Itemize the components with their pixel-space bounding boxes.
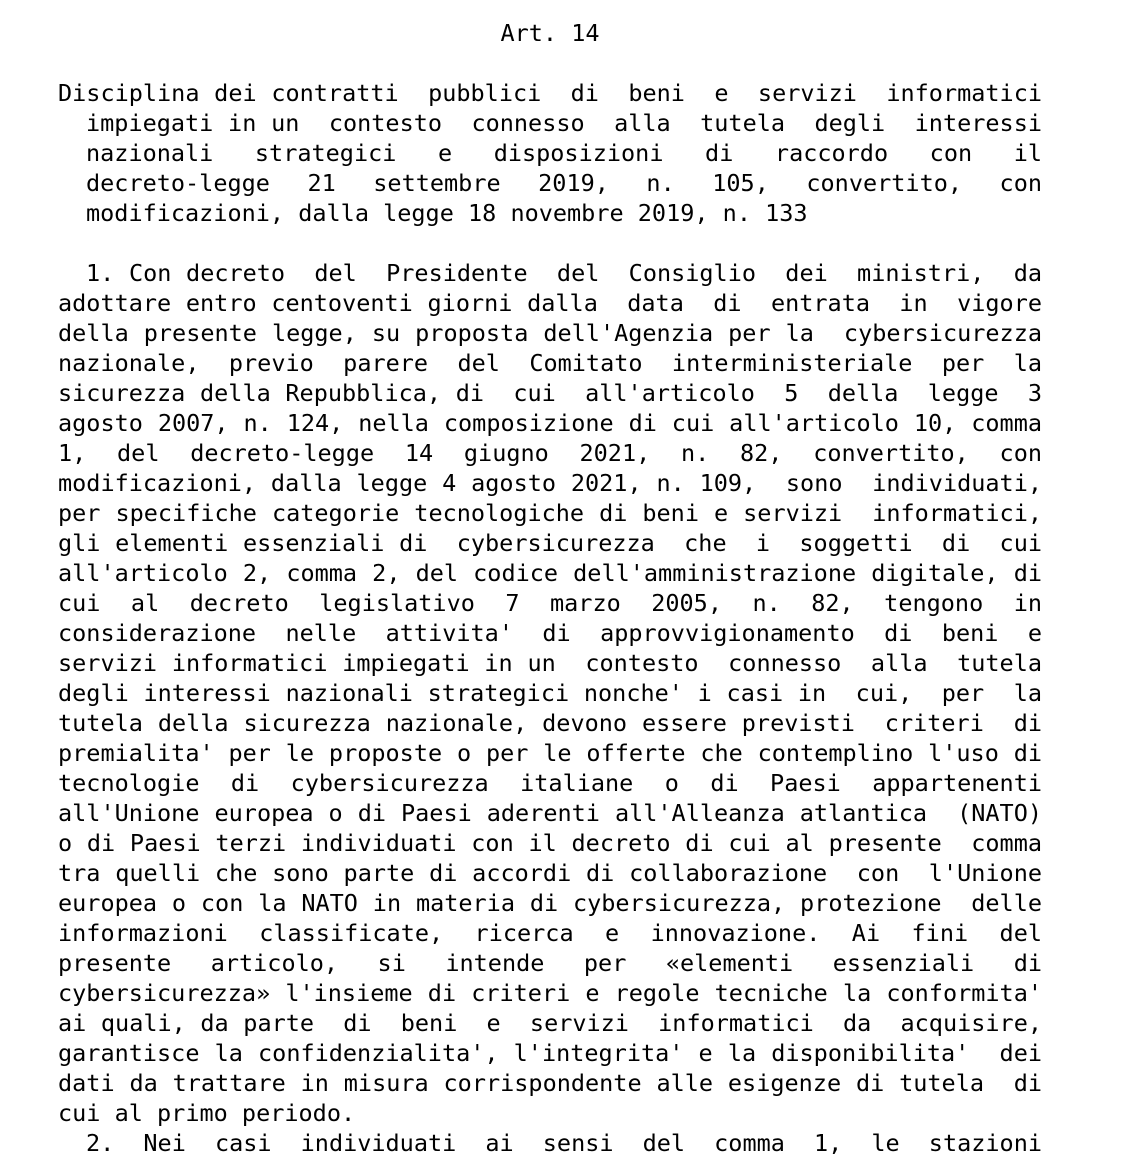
paragraph-line: all'Unione europea o di Paesi aderenti all'Alleanza atlantica (NATO) [58, 799, 1042, 827]
paragraph-line: considerazione nelle attivita' di approvvigionamento di beni e [58, 619, 1042, 647]
article-heading: Art. 14 [500, 19, 600, 47]
paragraph-1 [58, 258, 1042, 1128]
title-line: nazionali strategici e disposizioni di raccordo con il [86, 139, 1042, 167]
paragraph-line: presente articolo, si intende per «elementi essenziali di [58, 949, 1042, 977]
paragraph-line: tra quelli che sono parte di accordi di collaborazione con l'Unione [58, 859, 1042, 887]
paragraph-line: della presente legge, su proposta dell'Agenzia per la cybersicurezza [58, 319, 1042, 347]
paragraph-line: servizi informatici impiegati in un contesto connesso alla tutela [58, 649, 1042, 677]
title-line: decreto-legge 21 settembre 2019, n. 105, convertito, con [86, 169, 1042, 197]
paragraph-line: informazioni classificate, ricerca e innovazione. Ai fini del [58, 919, 1042, 947]
paragraph-line: tutela della sicurezza nazionale, devono essere previsti criteri di [58, 709, 1042, 737]
paragraph-line: tecnologie di cybersicurezza italiane o di Paesi appartenenti [58, 769, 1042, 797]
paragraph-line: dati da trattare in misura corrispondente alle esigenze di tutela di [58, 1069, 1042, 1097]
paragraph-line: europea o con la NATO in materia di cybersicurezza, protezione delle [58, 889, 1042, 917]
paragraph-line: ai quali, da parte di beni e servizi informatici da acquisire, [58, 1009, 1042, 1037]
paragraph-line: o di Paesi terzi individuati con il decreto di cui al presente comma [58, 829, 1042, 857]
paragraph-line: cui al decreto legislativo 7 marzo 2005, n. 82, tengono in [58, 589, 1042, 617]
paragraph-line: nazionale, previo parere del Comitato interministeriale per la [58, 349, 1042, 377]
paragraph-line: gli elementi essenziali di cybersicurezza che i soggetti di cui [58, 529, 1042, 557]
paragraph-line: modificazioni, dalla legge 4 agosto 2021, n. 109, sono individuati, [58, 469, 1042, 497]
paragraph-line: cybersicurezza» l'insieme di criteri e regole tecniche la conformita' [58, 979, 1042, 1007]
paragraph-line: 1. Con decreto del Presidente del Consiglio dei ministri, da [86, 259, 1042, 287]
paragraph-line: all'articolo 2, comma 2, del codice dell'amministrazione digitale, di [58, 559, 1042, 587]
paragraph-line: adottare entro centoventi giorni dalla data di entrata in vigore [58, 289, 1042, 317]
title-line: Disciplina dei contratti pubblici di beni e servizi informatici [58, 79, 1042, 107]
paragraph-line: cui al primo periodo. [58, 1099, 356, 1127]
paragraph-line: 1, del decreto-legge 14 giugno 2021, n. 82, convertito, con [58, 439, 1042, 467]
document-page [58, 18, 1042, 1158]
paragraph-line: premialita' per le proposte o per le offerte che contemplino l'uso di [58, 739, 1042, 767]
title-line: impiegati in un contesto connesso alla tutela degli interessi [86, 109, 1042, 137]
spacer [58, 228, 1042, 258]
paragraph-line: per specifiche categorie tecnologiche di beni e servizi informatici, [58, 499, 1042, 527]
paragraph-2-partial-line: 2. Nei casi individuati ai sensi del comma 1, le stazioni [86, 1129, 1042, 1157]
paragraph-line: sicurezza della Repubblica, di cui all'articolo 5 della legge 3 [58, 379, 1042, 407]
article-title [58, 78, 1042, 228]
paragraph-line: agosto 2007, n. 124, nella composizione di cui all'articolo 10, comma [58, 409, 1042, 437]
paragraph-line: garantisce la confidenzialita', l'integrita' e la disponibilita' dei [58, 1039, 1042, 1067]
title-line: modificazioni, dalla legge 18 novembre 2019, n. 133 [86, 199, 808, 227]
paragraph-line: degli interessi nazionali strategici nonche' i casi in cui, per la [58, 679, 1042, 707]
